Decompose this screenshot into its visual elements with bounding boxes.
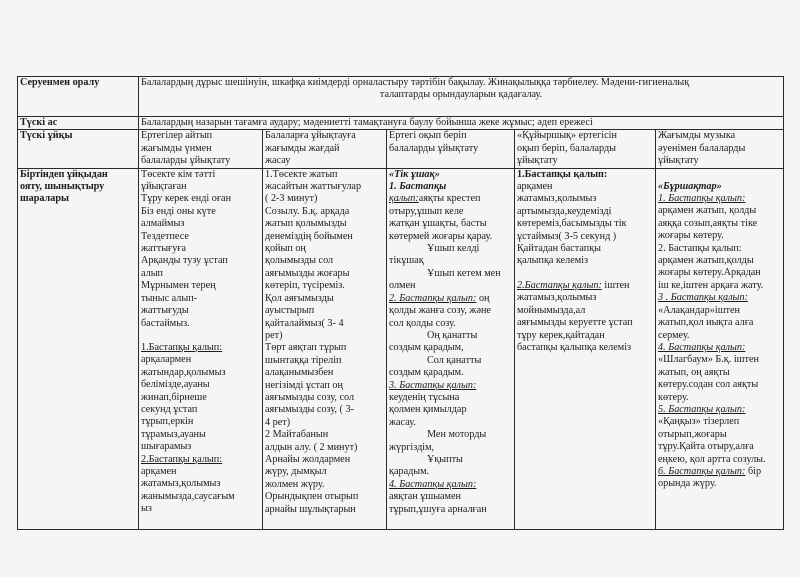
text-line: тұру.Қайта отыру,алға <box>658 441 754 453</box>
text-line: алақанымызбен <box>265 367 334 379</box>
header-cell <box>263 130 387 168</box>
text-line: жатындар,қолымыз <box>141 366 226 378</box>
text-line: еңкею, қол артта созулы. <box>658 453 766 465</box>
activity-cell-4 <box>515 168 656 529</box>
text-line: тұру керек,қайтадан <box>517 329 605 341</box>
text-line: рет) <box>265 329 283 341</box>
row-return-from-walk <box>18 77 784 117</box>
text-line: қолмен қимылдар <box>389 404 467 416</box>
text-line: жаттығуды <box>141 305 189 317</box>
text-line: негізімді ұстап оң <box>265 379 343 391</box>
text-line: кеуденің тұсына <box>389 391 460 403</box>
text-line: жаттығуға <box>141 243 187 255</box>
text-line: балаларды ұйықтату <box>141 155 231 167</box>
text-line: сермеу. <box>658 329 690 341</box>
text-line: «Құйыршық» ертегісін <box>517 130 617 142</box>
row-lunch <box>18 117 784 130</box>
text-line: талаптарды орындауларын қадағалау. <box>379 89 543 101</box>
text-line: қарадым. <box>389 466 430 478</box>
text-line: отыру,ұшып келе <box>389 205 464 217</box>
text-line: Ертегі оқып беріп <box>389 130 467 142</box>
text-line: Сол қанатты <box>427 354 482 366</box>
text-line: жатқан ұшақты, басты <box>389 218 487 230</box>
text-line: аяғымызды созу, сол <box>265 391 355 403</box>
text-line: жоғары көтеру. <box>658 230 724 242</box>
text-line: әуенімен балаларды <box>658 142 746 154</box>
text-line: 4 рет) <box>265 416 291 428</box>
subheading: 4. Бастапқы қалып: <box>658 341 746 353</box>
text-line: алмаймыз <box>141 218 185 230</box>
text-line: шынтаққа тіреліп <box>265 354 342 366</box>
text-line: оқып беріп, балаларды <box>517 142 617 154</box>
text-line: қайталаймыз( 3- 4 <box>265 317 344 329</box>
text-line: Ұшып келді <box>427 243 480 255</box>
row-content: Балалардың назарын тағамға аудару; мәдениетті тамақтануға баулу бойынша жеке жұмыс; әдеп ережесі <box>139 117 784 130</box>
text-line: ұйықтату <box>517 155 558 167</box>
text-line: арқамен <box>517 181 553 193</box>
text-line: аяғымызды жоғары <box>265 267 350 279</box>
text-line: арқалармен <box>141 354 192 366</box>
text-line: жағымды үнмен <box>141 142 212 154</box>
text-line: қалыпқа келеміз <box>517 255 589 267</box>
text-line: аяққа созып,аяқты тіке <box>658 217 758 229</box>
text-line: «Алақандар»іштен <box>658 304 740 316</box>
header-cell <box>515 130 656 168</box>
subheading: 6. Бастапқы қалып: <box>658 465 746 477</box>
text-line: Жағымды музыка <box>658 130 736 142</box>
text-line: создым қарадым, <box>389 342 464 354</box>
text-line: Арнайы жолдармен <box>265 453 351 465</box>
text-line: ( 2-3 минут) <box>265 193 318 205</box>
row-content <box>139 77 784 117</box>
text-line: Оң қанатты <box>427 329 478 341</box>
text-line: ауыстырып <box>265 305 315 317</box>
text-line: қолды жанға созу, және <box>389 305 491 317</box>
header-cell <box>139 130 263 168</box>
text-line: аяқты крестеп <box>418 193 481 205</box>
text-line: 2 Майтабанын <box>265 429 329 441</box>
text-line: жасайтын жаттығулар <box>265 181 362 193</box>
text-line: Ұқыпты <box>427 453 463 465</box>
subheading: қалып: <box>389 193 419 205</box>
schedule-table <box>17 76 784 530</box>
text-line: көтеру.содан сол аяқты <box>658 379 759 391</box>
text-line: жасау. <box>389 416 416 428</box>
text-line: шаралары <box>20 193 69 205</box>
text-line: артымызда,кеудемізді <box>517 205 612 217</box>
text-line: көтереміз,басымызды тік <box>517 218 627 230</box>
row-label: Түскі ұйқы <box>18 130 139 168</box>
text-line: тыныс алып- <box>141 292 198 304</box>
text-line: оң <box>478 292 490 304</box>
text-line: жатып,қол иықта алға <box>658 317 754 329</box>
row-label <box>18 168 139 529</box>
text-line: бастапқы қалыпқа келеміз <box>517 341 632 353</box>
text-line: Біртіндеп ұйқыдан <box>20 168 108 180</box>
text-line: аяғымызды керуетте ұстап <box>517 317 633 329</box>
subheading: 2. Бастапқы қалып: <box>658 242 742 254</box>
text-line: Созылу. Б.қ. арқада <box>265 205 350 217</box>
text-line: мойнымызда,ал <box>517 304 586 316</box>
text-line: сол қолды созу. <box>389 317 456 329</box>
subheading: 1. Бастапқы қалып: <box>658 193 746 205</box>
text-line: жатып қолымызды <box>265 218 347 230</box>
text-line: көтеру. <box>658 391 689 403</box>
text-line: бір <box>747 465 762 477</box>
activity-cell-2 <box>263 168 387 529</box>
text-line: 1.Төсекте жатып <box>265 168 338 180</box>
text-line: ыз <box>141 503 152 515</box>
text-line: Төсекте кім тәтті <box>141 168 216 180</box>
text-line: тұрып,ұшуға арналған <box>389 503 487 515</box>
row-label: Түскі ас <box>18 117 139 130</box>
text-line: ұстаймыз( 3-5 секунд ) <box>517 230 617 242</box>
row-nap <box>18 130 784 168</box>
text-line: тікұшақ <box>389 255 424 267</box>
text-line: көтеріп, түсіреміз. <box>265 280 345 292</box>
text-line: орында жүру. <box>658 478 717 490</box>
text-line: жатып, оң аяқты <box>658 366 730 378</box>
subheading: 1.Бастапқы қалып: <box>517 168 608 180</box>
text-line: іш ке,іштен арқаға жату. <box>658 279 764 291</box>
text-line: денеміздің бойымен <box>265 230 353 242</box>
text-line: жасау <box>265 155 291 167</box>
text-line: аяқтан ұшыамен <box>389 491 461 503</box>
text-line: жүргіздім, <box>389 441 435 453</box>
text-line: Тұру керек енді оған <box>141 193 232 205</box>
text-line: жүру, дымқыл <box>265 466 327 478</box>
activity-cell-5 <box>656 168 784 529</box>
text-line: аяғымызды созу, ( 3- <box>265 404 354 416</box>
text-line: жолмен жүру. <box>265 478 325 490</box>
text-line: іштен <box>604 279 630 291</box>
activity-cell-1 <box>139 168 263 529</box>
text-line: жоғары көтеру.Арқадан <box>658 267 761 279</box>
subheading: 2.Бастапқы қалып: <box>517 279 602 291</box>
text-line: Тездетпесе <box>141 230 189 242</box>
text-line: белімізде,ауаны <box>141 379 210 391</box>
text-line: отырып,жоғары <box>658 428 727 440</box>
text-line: балаларды ұйықтату <box>389 142 479 154</box>
text-line: жатамыз,қолымыз <box>141 478 221 490</box>
row-label: Серуенмен оралу <box>18 77 139 117</box>
subheading: 5. Бастапқы қалып: <box>658 403 746 415</box>
subheading: 1.Бастапқы қалып: <box>141 341 223 353</box>
subheading: 2.Бастапқы қалып: <box>141 453 223 465</box>
subheading: 3. Бастапқы қалып: <box>389 379 477 391</box>
text-line: олмен <box>389 280 416 292</box>
text-line: секунд ұстап <box>141 403 198 415</box>
text-line: жағымды жағдай <box>265 142 340 154</box>
subheading: 1. Бастапқы <box>389 181 447 193</box>
text-line: «Шлагбаум» Б.қ. іштен <box>658 354 759 366</box>
text-line: жинап,бірнеше <box>141 391 207 403</box>
exercise-title: «Тік ұшақ» <box>389 168 440 180</box>
text-line: қолымызды сол <box>265 255 334 267</box>
text-line: Ертегілер айтып <box>141 130 213 142</box>
text-line: Біз енді оны күте <box>141 205 216 217</box>
text-line: Төрт аяқтап тұрып <box>265 342 347 354</box>
text-line: көтермей жоғары қарау. <box>389 230 493 242</box>
text-line: арқамен <box>141 465 177 477</box>
text-line: Мұрнымен терең <box>141 280 216 292</box>
text-line: тұрамыз,ауаны <box>141 428 206 440</box>
text-line: Мен моторды <box>427 429 487 441</box>
header-cell <box>656 130 784 168</box>
text-line: Ұшып кетем мен <box>427 267 501 279</box>
text-line: алып <box>141 267 163 279</box>
text-line: Қол аяғымызды <box>265 292 334 304</box>
text-line: «Қаңқыз» тізерлеп <box>658 416 740 428</box>
text-line: жанымызда,саусағым <box>141 490 235 502</box>
exercise-title: «Бұршақтар» <box>658 180 722 192</box>
subheading: 2. Бастапқы қалып: <box>389 292 477 304</box>
text-line: ұйықтату <box>658 155 699 167</box>
text-line: ұйықтаған <box>141 181 187 193</box>
text-line: тұрып,еркін <box>141 416 194 428</box>
text-line: Арқанды тузу ұстап <box>141 255 228 267</box>
header-cell <box>387 130 515 168</box>
text-line: бастаймыз. <box>141 317 190 329</box>
text-line: жатамыз,қолымыз <box>517 193 597 205</box>
text-line: Балалардың дұрыс шешінуін, шкафқа киімдерді орналастыру тәртібін бақылау. Жинақылыққа тәрбиелеу. Мәдени-гигиеналық <box>141 77 690 88</box>
text-line: шығарамыз <box>141 441 192 453</box>
text-line: Орындықпен отырып <box>265 491 359 503</box>
text-line: Балаларға ұйықтауға <box>265 130 356 142</box>
text-line: арнайы шұлықтарын <box>265 503 356 515</box>
activity-cell-3 <box>387 168 515 529</box>
subheading: 4. Бастапқы қалып: <box>389 478 477 490</box>
text-line: жатамыз,қолымыз <box>517 292 597 304</box>
text-line: создым қарадым. <box>389 367 464 379</box>
subheading: 3 . Бастапқы қалып: <box>658 292 748 304</box>
text-line: арқамен жатып,қолды <box>658 255 754 267</box>
text-line: ояту, шынықтыру <box>20 181 105 193</box>
text-line: арқамен жатып, қолды <box>658 205 757 217</box>
text-line: Қайтадан бастапқы <box>517 243 602 255</box>
text-line: алдын алу. ( 2 минут) <box>265 441 358 453</box>
text-line: қойып оң <box>265 243 306 255</box>
row-gradual-wakeup <box>18 168 784 529</box>
